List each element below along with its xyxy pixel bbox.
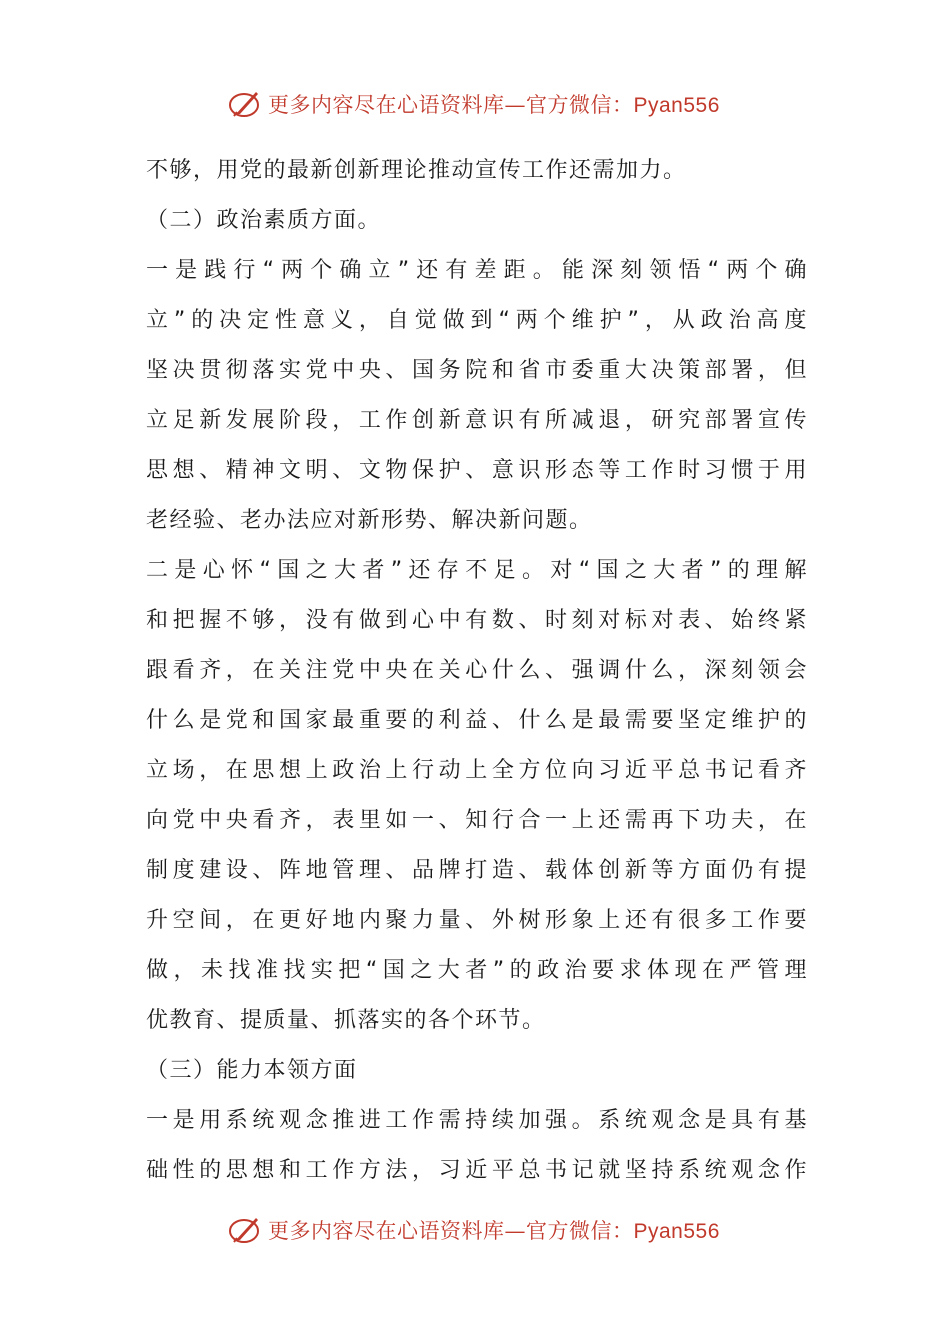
text-line: 什么是党和国家最重要的利益、什么是最需要坚定维护的 [146, 708, 808, 733]
text-line: 思想、精神文明、文物保护、意识形态等工作时习惯于用 [146, 458, 808, 483]
text-line: 立足新发展阶段，工作创新意识有所减退，研究部署宣传 [146, 408, 808, 433]
watermark-banner-top [228, 84, 748, 124]
watermark-wechat-id: Pyan556 [633, 1220, 720, 1243]
text-line: 跟看齐，在关注党中央在关心什么、强调什么，深刻领会 [146, 658, 808, 683]
text-line: 制度建设、阵地管理、品牌打造、载体创新等方面仍有提 [146, 858, 808, 883]
text-line: 做，未找准找实把“国之大者”的政治要求体现在严管理 [146, 958, 808, 983]
document-body [146, 146, 808, 1196]
quill-logo-icon [228, 86, 264, 122]
text-line: 老经验、老办法应对新形势、解决新问题。 [146, 508, 593, 533]
text-line: 优教育、提质量、抓落实的各个环节。 [146, 1008, 546, 1033]
text-line: 立场，在思想上政治上行动上全方位向习近平总书记看齐 [146, 758, 808, 783]
watermark-text: 更多内容尽在心语资料库—官方微信：Pyan556 [268, 93, 720, 117]
text-line: 一是用系统观念推进工作需持续加强。系统观念是具有基 [146, 1108, 808, 1133]
watermark-wechat-id: Pyan556 [633, 94, 720, 117]
text-line: 础性的思想和工作方法，习近平总书记就坚持系统观念作 [146, 1158, 808, 1183]
text-line: 不够，用党的最新创新理论推动宣传工作还需加力。 [146, 158, 687, 183]
text-line: 和把握不够，没有做到心中有数、时刻对标对表、始终紧 [146, 608, 808, 633]
quill-logo-icon [228, 1212, 264, 1248]
text-line: （三）能力本领方面 [146, 1058, 358, 1083]
watermark-banner-bottom [228, 1210, 748, 1250]
watermark-text: 更多内容尽在心语资料库—官方微信：Pyan556 [268, 1219, 720, 1243]
text-line: 坚决贯彻落实党中央、国务院和省市委重大决策部署，但 [146, 358, 808, 383]
text-line: 升空间，在更好地内聚力量、外树形象上还有很多工作要 [146, 908, 808, 933]
text-line: 向党中央看齐，表里如一、知行合一上还需再下功夫，在 [146, 808, 808, 833]
text-line: 一是践行“两个确立”还有差距。能深刻领悟“两个确 [146, 258, 808, 283]
text-line: 二是心怀“国之大者”还存不足。对“国之大者”的理解 [146, 558, 808, 583]
text-line: （二）政治素质方面。 [146, 208, 382, 233]
text-line: 立”的决定性意义，自觉做到“两个维护”，从政治高度 [146, 308, 808, 333]
